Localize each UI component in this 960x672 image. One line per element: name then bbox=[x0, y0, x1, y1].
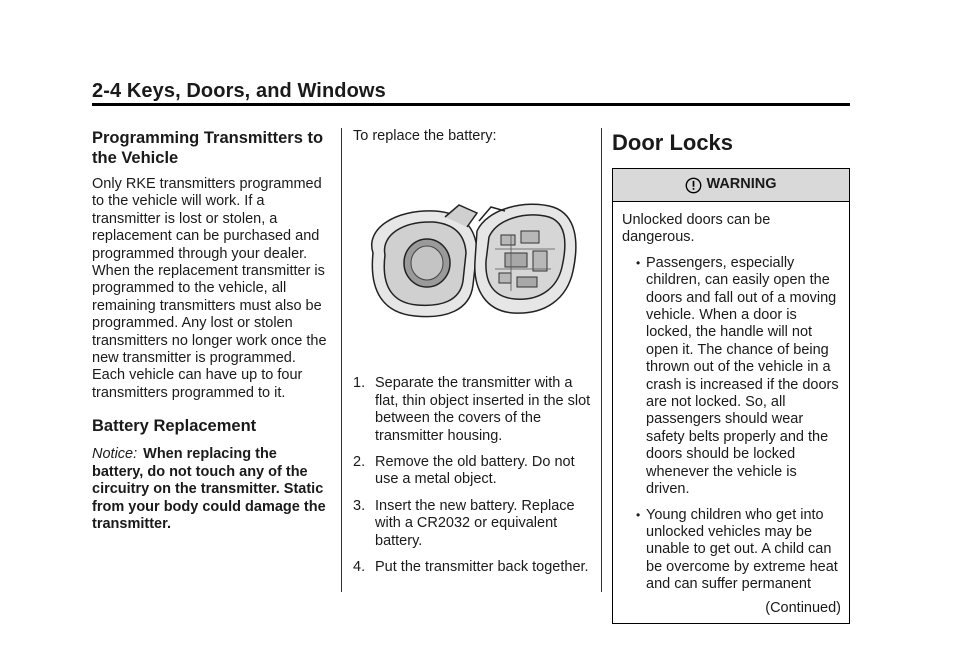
list-item bbox=[622, 255, 841, 499]
programming-paragraph: Only RKE transmitters programmed to the vehicle will work. If a transmitter is lost or stolen, a replacement can be purchased and programmed through your dealer. When the replacement transmitter is programmed to the vehicle, all remaining transmitters must also be programmed. Any lost or stolen transmitters no longer work once the new transmitter is programmed. Each vehicle can have up to four transmitters programmed to it. bbox=[92, 176, 327, 401]
column-1 bbox=[92, 128, 332, 533]
page-header-title: 2-4 Keys, Doors, and Windows bbox=[92, 80, 386, 102]
transmitter-battery-illustration bbox=[355, 191, 585, 331]
list-item bbox=[622, 507, 841, 594]
page-header bbox=[92, 80, 850, 103]
warning-label: WARNING bbox=[706, 176, 777, 193]
column-3 bbox=[612, 128, 852, 624]
step-text: Put the transmitter back together. bbox=[375, 559, 589, 576]
notice-paragraph bbox=[92, 446, 332, 533]
step-number: 4. bbox=[353, 559, 366, 576]
list-item bbox=[353, 498, 591, 550]
column-divider-2 bbox=[601, 128, 602, 592]
heading-programming-transmitters: Programming Transmitters to the Vehicle bbox=[92, 129, 324, 167]
notice-label: Notice: bbox=[92, 446, 138, 463]
column-2 bbox=[353, 128, 591, 585]
bullet-icon: • bbox=[636, 255, 641, 270]
warning-intro: Unlocked doors can be dangerous. bbox=[622, 212, 771, 246]
step-number: 2. bbox=[353, 454, 366, 471]
continued-label: (Continued) bbox=[765, 599, 841, 616]
bullet-text: Young children who get into unlocked vehicles may be unable to get out. A child can be overcome by extreme heat and can suffer permanent bbox=[646, 506, 838, 593]
list-item bbox=[353, 454, 591, 489]
column-divider-1 bbox=[341, 128, 342, 592]
heading-battery-replacement: Battery Replacement bbox=[92, 417, 257, 436]
step-text: Remove the old battery. Do not use a metal object. bbox=[375, 454, 575, 488]
warning-header bbox=[613, 169, 849, 202]
list-item bbox=[353, 559, 591, 576]
battery-intro: To replace the battery: bbox=[353, 128, 497, 144]
bullet-icon: • bbox=[636, 507, 641, 522]
warning-box bbox=[612, 168, 850, 624]
bullet-text: Passengers, especially children, can easily open the doors and fall out of a moving vehicle. When a door is locked, the handle will not open it. The chance of being thrown out of the vehicle in a crash is increased if the doors are not locked. So, all passengers should wear safety belts properly and the doors should be locked whenever the vehicle is driven. bbox=[646, 254, 839, 498]
header-rule bbox=[92, 103, 850, 106]
transmitter-circuit-image bbox=[475, 205, 576, 314]
section-title-door-locks: Door Locks bbox=[612, 130, 734, 155]
warning-bullets bbox=[622, 255, 841, 594]
transmitter-cover-left-image bbox=[372, 205, 477, 317]
step-number: 1. bbox=[353, 375, 366, 392]
step-text: Insert the new battery. Replace with a CR2032 or equivalent battery. bbox=[375, 497, 575, 549]
warning-body bbox=[613, 202, 849, 623]
step-number: 3. bbox=[353, 497, 366, 514]
list-item bbox=[353, 375, 591, 445]
battery-steps-list bbox=[353, 375, 591, 576]
step-text: Separate the transmitter with a flat, thin object inserted in the slot between the covers of the transmitter housing. bbox=[375, 375, 591, 444]
warning-triangle-icon bbox=[685, 177, 702, 194]
notice-text: When replacing the battery, do not touch any of the circuitry on the transmitter. Static from your body could damage the transmitter. bbox=[92, 446, 326, 532]
